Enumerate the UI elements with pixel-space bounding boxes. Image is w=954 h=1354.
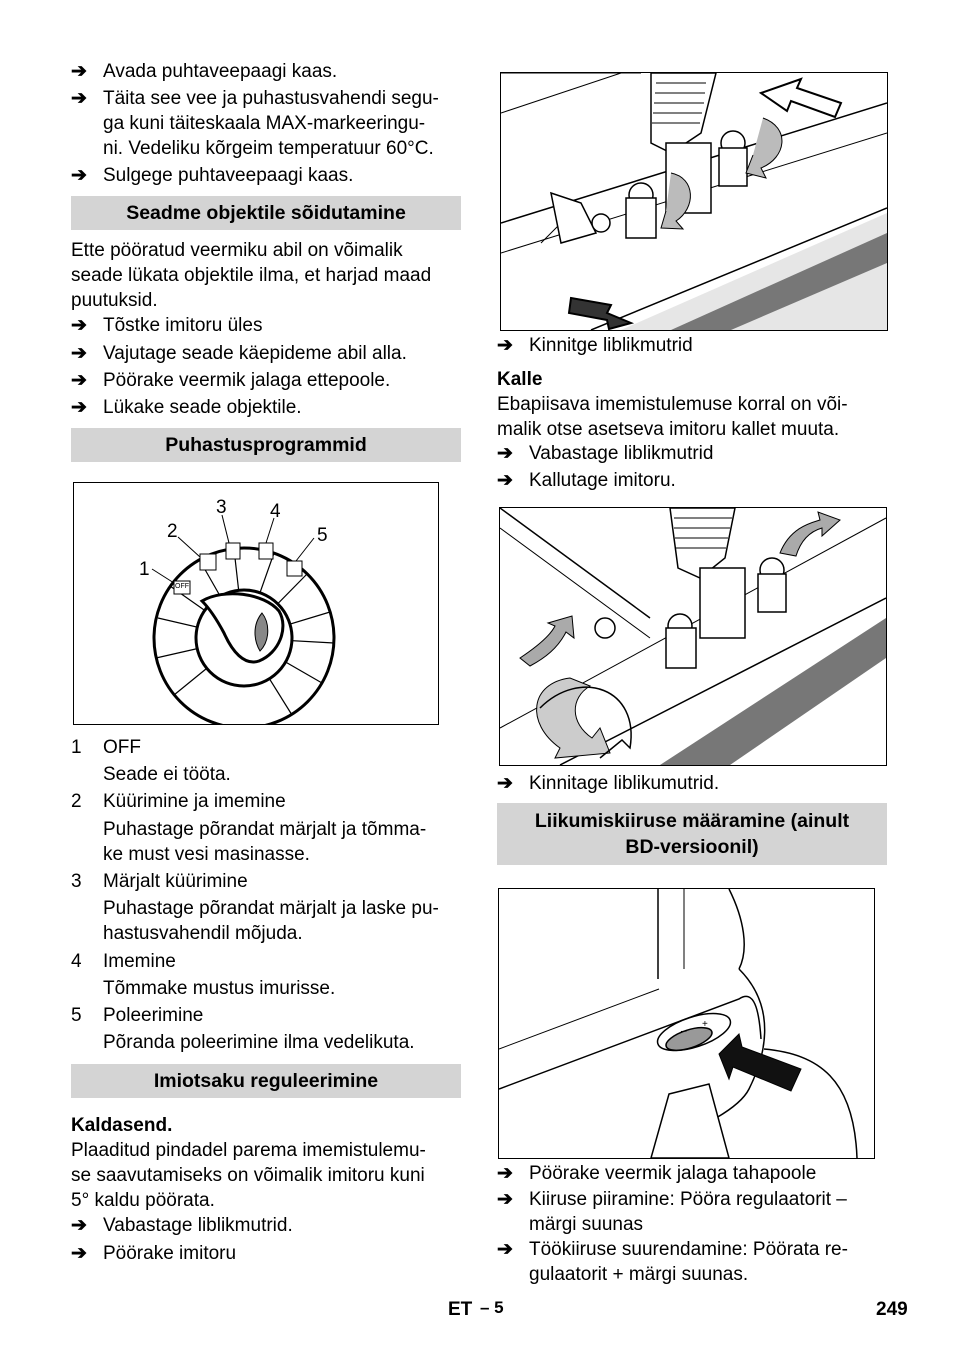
suction-tilt-figure bbox=[499, 507, 887, 766]
section-heading-suction: Imiotsaku reguleerimine bbox=[71, 1064, 461, 1098]
arrow-right-icon: ➔ bbox=[497, 773, 513, 794]
speed-regulator-figure bbox=[498, 888, 875, 1159]
footer-language: ET bbox=[448, 1299, 473, 1320]
section-heading-programs: Puhastusprogrammid bbox=[71, 428, 461, 462]
arrow-right-icon: ➔ bbox=[71, 1243, 87, 1264]
footer-page-number: 249 bbox=[876, 1299, 908, 1320]
arrow-right-icon: ➔ bbox=[497, 1239, 513, 1260]
dial-label-3: 3 bbox=[216, 497, 227, 518]
paragraph-line: malik otse asetseva imitoru kallet muuta. bbox=[497, 419, 840, 440]
dial-label-4: 4 bbox=[270, 501, 281, 522]
arrow-right-icon: ➔ bbox=[497, 470, 513, 491]
paragraph-line: Ebapiisava imemistulemuse korral on või- bbox=[497, 394, 848, 415]
program-dial-drawing bbox=[74, 483, 438, 724]
paragraph-line: Plaaditud pindadel parema imemistulemu- bbox=[71, 1140, 426, 1161]
subheading-tilt: Kaldasend. bbox=[71, 1115, 173, 1136]
paragraph-line: Ette pööratud veermiku abil on võimalik bbox=[71, 240, 403, 261]
dial-label-1: 1 bbox=[139, 559, 150, 580]
subheading-slope: Kalle bbox=[497, 369, 543, 390]
arrow-right-icon: ➔ bbox=[497, 443, 513, 464]
section-heading-drive: Seadme objektile sõidutamine bbox=[71, 196, 461, 230]
dial-label-5: 5 bbox=[317, 525, 328, 546]
arrow-right-icon: ➔ bbox=[71, 315, 87, 336]
dial-label-2: 2 bbox=[167, 521, 178, 542]
arrow-right-icon: ➔ bbox=[71, 343, 87, 364]
arrow-right-icon: ➔ bbox=[497, 1163, 513, 1184]
paragraph-line: seade lükata objektile ilma, et harjad maad bbox=[71, 265, 432, 286]
footer-section-page: – 5 bbox=[480, 1298, 504, 1317]
arrow-right-icon: ➔ bbox=[497, 335, 513, 356]
arrow-right-icon: ➔ bbox=[71, 397, 87, 418]
arrow-right-icon: ➔ bbox=[71, 61, 87, 82]
suction-rotate-drawing bbox=[501, 73, 887, 330]
arrow-right-icon: ➔ bbox=[497, 1189, 513, 1210]
section-heading-speed: Liikumiskiiruse määramine (ainult BD-versioonil) bbox=[497, 803, 887, 865]
suction-rotate-figure bbox=[500, 72, 888, 331]
paragraph-line: se saavutamiseks on võimalik imitoru kuni bbox=[71, 1165, 425, 1186]
suction-tilt-drawing bbox=[500, 508, 886, 765]
speed-minus-mark: – bbox=[681, 1026, 687, 1037]
paragraph-line: puutuksid. bbox=[71, 290, 158, 311]
speed-regulator-drawing bbox=[499, 889, 874, 1158]
paragraph-line: 5° kaldu pöörata. bbox=[71, 1190, 215, 1211]
arrow-right-icon: ➔ bbox=[71, 165, 87, 186]
arrow-right-icon: ➔ bbox=[71, 1215, 87, 1236]
arrow-right-icon: ➔ bbox=[71, 370, 87, 391]
dial-off-mark: OFF bbox=[175, 583, 189, 590]
speed-plus-mark: + bbox=[702, 1019, 708, 1030]
program-dial-figure bbox=[73, 482, 439, 725]
arrow-right-icon: ➔ bbox=[71, 88, 87, 109]
